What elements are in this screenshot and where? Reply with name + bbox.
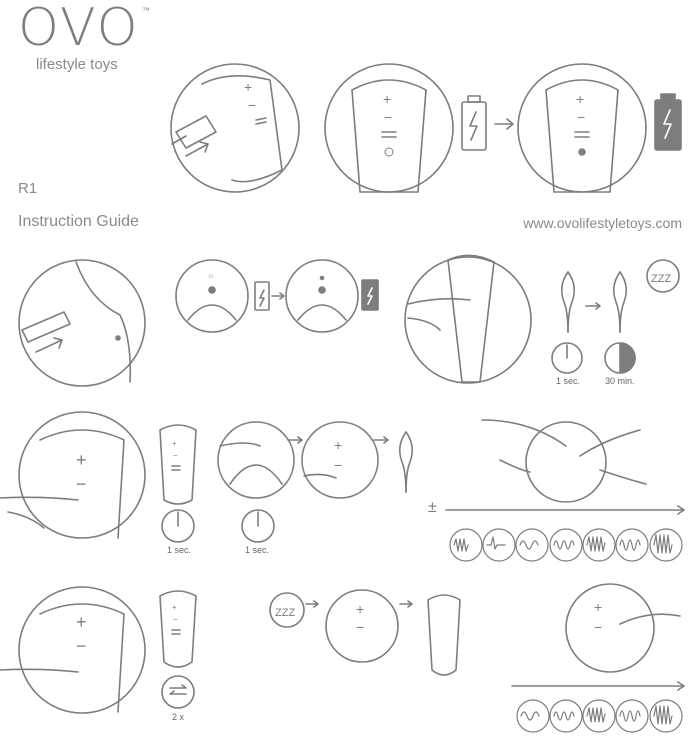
caption-two-times: 2 x (172, 712, 185, 722)
svg-text:+: + (576, 91, 585, 107)
svg-text:☼: ☼ (207, 271, 215, 280)
step-pattern-select (512, 584, 684, 690)
svg-text:+: + (172, 603, 177, 612)
guide-title: Instruction Guide (18, 213, 139, 230)
arrow-small-icon (272, 293, 284, 299)
step-tap-button (218, 422, 294, 542)
caption-one-second: 1 sec. (556, 376, 581, 386)
vibration-patterns-row-2 (517, 700, 682, 732)
device-front-mode (160, 591, 196, 708)
svg-text:+: + (244, 79, 253, 95)
website-link[interactable]: www.ovolifestyletoys.com (523, 215, 682, 231)
arrow-icon (495, 119, 513, 129)
step-mini-led (176, 260, 248, 332)
battery-full-small-icon (362, 280, 378, 310)
svg-text:+: + (172, 439, 177, 448)
step-two-hand-control (482, 420, 646, 502)
svg-text:−: − (594, 619, 603, 635)
svg-text:+: + (334, 437, 343, 453)
battery-charging-small-icon (255, 282, 269, 310)
svg-text:−: − (76, 474, 87, 494)
svg-text:−: − (173, 451, 178, 460)
brand-logo: OVO (18, 0, 140, 58)
svg-text:−: − (384, 109, 393, 125)
vibration-patterns-row (450, 529, 682, 561)
step-press-button (405, 255, 531, 383)
svg-text:±: ± (428, 499, 437, 516)
battery-charging-icon (462, 96, 486, 150)
step-hold-mode (0, 587, 145, 713)
model-name: R1 (18, 180, 38, 197)
svg-text:−: − (577, 109, 586, 125)
step-sleep-wake (270, 590, 460, 675)
svg-text:ZZZ: ZZZ (651, 273, 672, 285)
step-hold-plus (0, 412, 145, 538)
svg-text:+: + (594, 599, 603, 615)
step-charged-light (518, 64, 646, 192)
svg-text:−: − (334, 457, 343, 473)
step-plug-side (19, 260, 145, 386)
svg-text:ZZZ: ZZZ (275, 607, 296, 619)
svg-text:−: − (356, 619, 365, 635)
caption-one-second-2: 1 sec. (167, 545, 192, 555)
svg-text:+: + (76, 612, 87, 632)
svg-text:+: + (356, 601, 365, 617)
caption-one-second-3: 1 sec. (245, 545, 270, 555)
svg-text:−: − (173, 615, 178, 624)
brand-tagline: lifestyle toys (36, 56, 118, 73)
arrow-icon-3 (374, 437, 388, 443)
step-increase (302, 422, 378, 498)
svg-text:−: − (76, 636, 87, 656)
battery-full-icon (655, 94, 681, 150)
device-vibrating (400, 432, 413, 492)
svg-text:+: + (383, 91, 392, 107)
step-charging-light (325, 64, 453, 192)
caption-thirty-minutes: 30 min. (605, 376, 635, 386)
trademark-mark: ™ (142, 6, 150, 15)
device-standby-icons (552, 260, 679, 373)
svg-text:+: + (76, 450, 87, 470)
step-plug-in-charger (171, 64, 299, 192)
device-front-small (160, 425, 196, 542)
svg-text:−: − (248, 97, 257, 113)
step-mini-led-charged (286, 260, 358, 332)
